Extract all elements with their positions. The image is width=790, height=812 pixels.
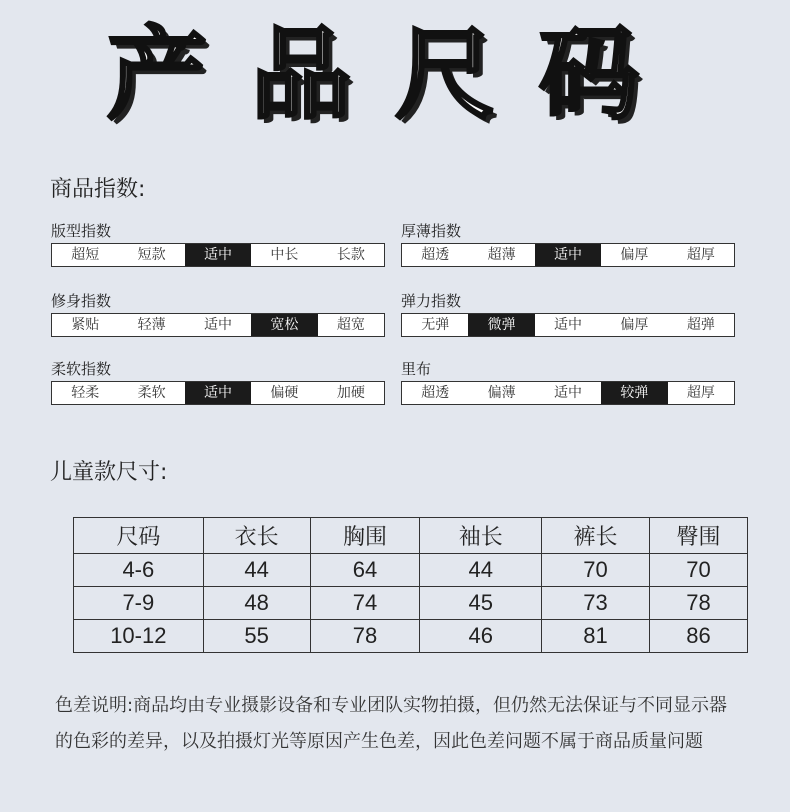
index-option-selected: 适中	[535, 244, 601, 266]
index-scale	[51, 313, 385, 337]
index-option: 偏厚	[620, 247, 649, 263]
index-label: 版型指数	[51, 222, 112, 240]
index-option: 超薄	[487, 247, 516, 263]
table-row	[74, 554, 748, 587]
table-cell: 78	[310, 620, 420, 653]
index-option-selected: 较弹	[601, 382, 667, 404]
index-option: 柔软	[137, 385, 166, 401]
index-option: 轻柔	[71, 385, 100, 401]
index-option: 超透	[421, 385, 450, 401]
table-cell: 44	[203, 554, 310, 587]
index-option-selected: 宽松	[251, 314, 317, 336]
indices-heading: 商品指数:	[50, 177, 146, 202]
index-group	[401, 291, 735, 337]
table-row	[74, 587, 748, 620]
index-option: 超宽	[336, 317, 365, 333]
table-cell: 70	[542, 554, 650, 587]
index-option: 中长	[270, 247, 299, 263]
index-option: 超厚	[686, 385, 715, 401]
index-group	[51, 359, 385, 405]
index-option: 紧贴	[71, 317, 100, 333]
index-label: 厚薄指数	[401, 222, 462, 240]
index-group	[401, 359, 735, 405]
size-column-header: 胸围	[310, 518, 420, 554]
index-option: 短款	[137, 247, 166, 263]
table-cell: 44	[420, 554, 542, 587]
table-cell: 45	[420, 587, 542, 620]
size-column-header: 尺码	[74, 518, 204, 554]
table-cell: 4-6	[74, 554, 204, 587]
size-column-header: 衣长	[203, 518, 310, 554]
index-option: 超透	[421, 247, 450, 263]
index-option: 偏薄	[487, 385, 516, 401]
size-column-header: 臀围	[649, 518, 747, 554]
index-group	[401, 221, 735, 267]
table-cell: 81	[542, 620, 650, 653]
index-label: 修身指数	[51, 292, 112, 310]
index-group	[51, 291, 385, 337]
index-scale	[401, 243, 735, 267]
table-cell: 64	[310, 554, 420, 587]
index-option-selected: 微弹	[468, 314, 534, 336]
table-cell: 78	[649, 587, 747, 620]
size-table-header	[74, 518, 748, 554]
table-cell: 46	[420, 620, 542, 653]
index-label: 里布	[401, 360, 432, 378]
index-scale	[51, 381, 385, 405]
size-column-header: 裤长	[542, 518, 650, 554]
index-option: 偏硬	[270, 385, 299, 401]
size-table	[73, 517, 748, 653]
table-cell: 70	[649, 554, 747, 587]
index-option: 适中	[554, 317, 583, 333]
size-table-body	[74, 554, 748, 653]
page-title: 产品尺码	[107, 15, 683, 133]
index-scale	[51, 243, 385, 267]
color-note: 色差说明:商品均由专业摄影设备和专业团队实物拍摄，但仍然无法保证与不同显示器的色彩的差异，以及拍摄灯光等原因产生色差，因此色差问题不属于商品质量问题	[55, 695, 728, 752]
table-cell: 86	[649, 620, 747, 653]
index-option: 超短	[71, 247, 100, 263]
index-option: 加硬	[336, 385, 365, 401]
index-option: 适中	[204, 317, 233, 333]
table-cell: 55	[203, 620, 310, 653]
index-option: 偏厚	[620, 317, 649, 333]
table-cell: 48	[203, 587, 310, 620]
index-label: 弹力指数	[401, 292, 462, 310]
index-option: 适中	[554, 385, 583, 401]
table-cell: 7-9	[74, 587, 204, 620]
index-option: 超厚	[686, 247, 715, 263]
table-row	[74, 620, 748, 653]
index-scale	[401, 381, 735, 405]
index-group	[51, 221, 385, 267]
index-option-selected: 适中	[185, 244, 251, 266]
size-column-header: 袖长	[420, 518, 542, 554]
table-cell: 73	[542, 587, 650, 620]
table-cell: 10-12	[74, 620, 204, 653]
index-label: 柔软指数	[51, 360, 112, 378]
size-heading: 儿童款尺寸:	[50, 460, 168, 485]
index-option: 无弹	[421, 317, 450, 333]
index-option: 轻薄	[137, 317, 166, 333]
index-option-selected: 适中	[185, 382, 251, 404]
index-scale	[401, 313, 735, 337]
index-option: 长款	[336, 247, 365, 263]
table-cell: 74	[310, 587, 420, 620]
index-option: 超弹	[686, 317, 715, 333]
